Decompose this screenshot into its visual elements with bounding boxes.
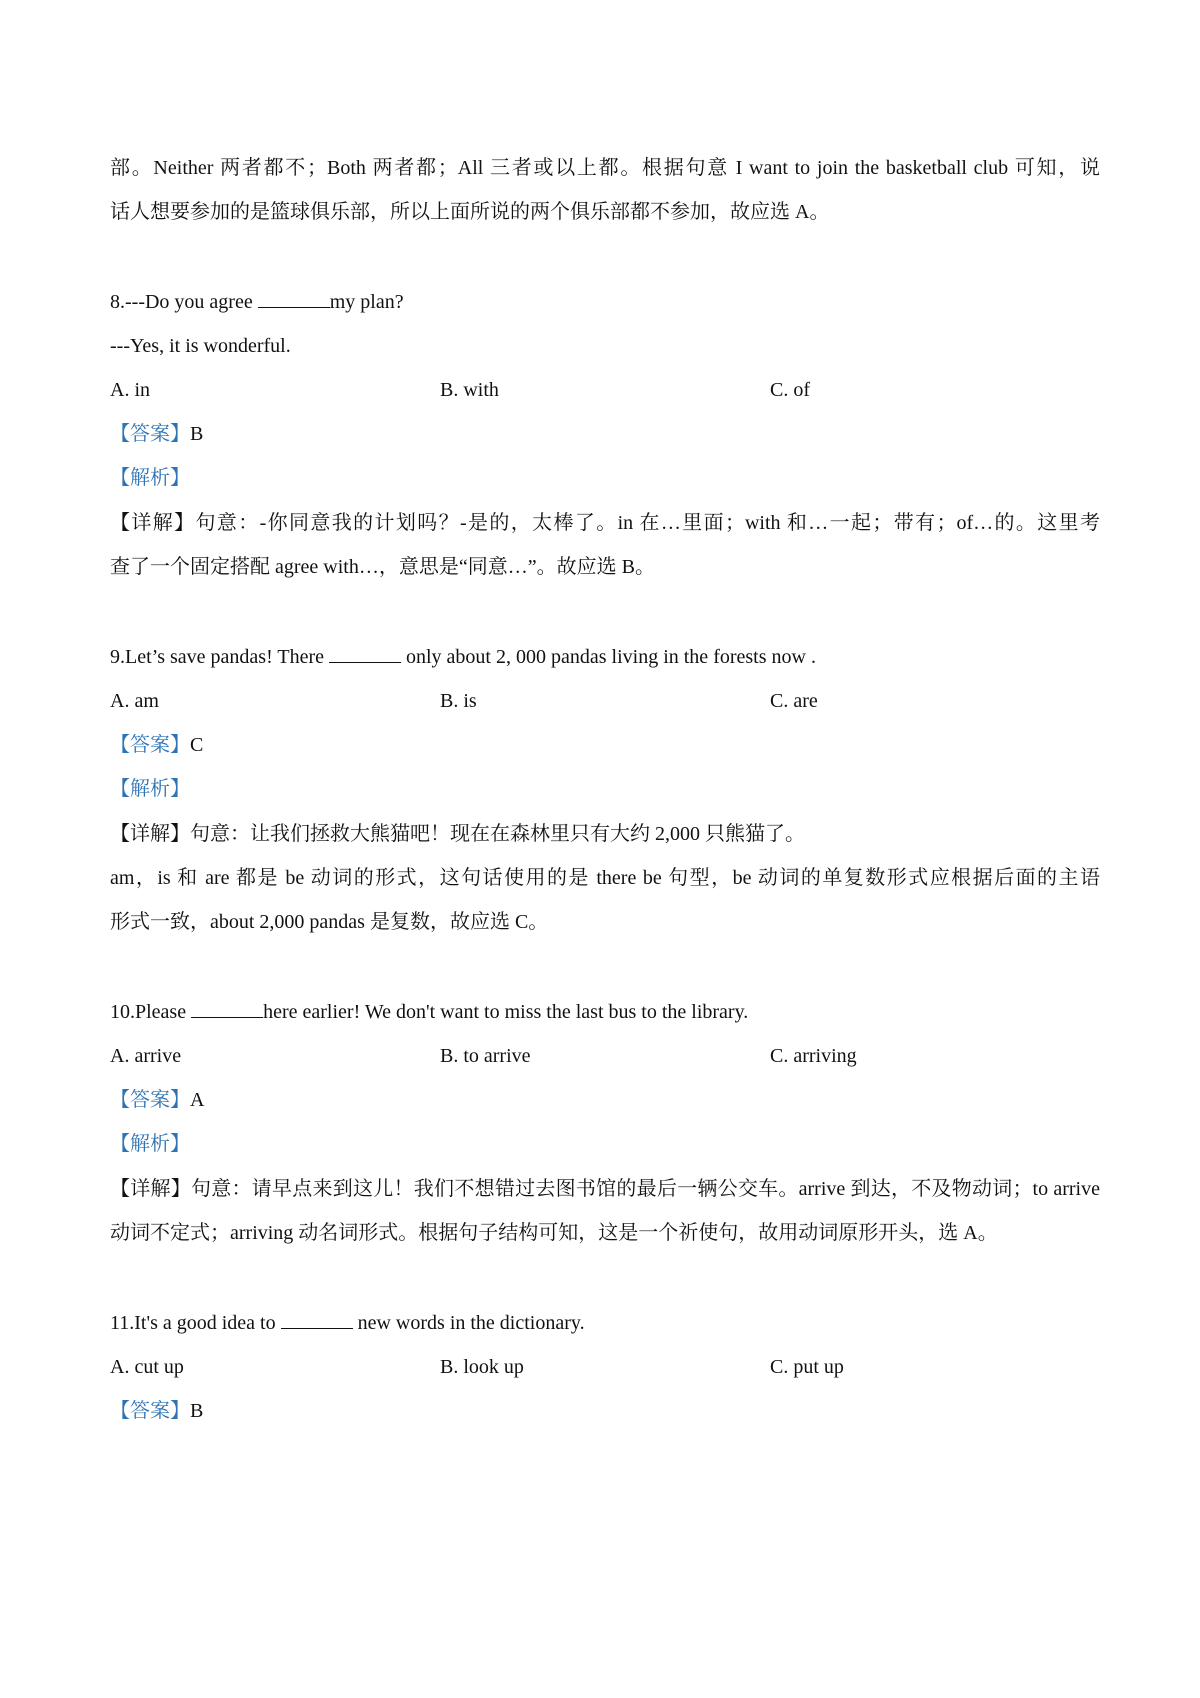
q11-option-c: C. put up bbox=[770, 1356, 844, 1378]
q10-answer bbox=[110, 1087, 1100, 1113]
q8-stem-pre: 8.---Do you agree bbox=[110, 291, 253, 313]
q9-option-a: A. am bbox=[110, 690, 159, 712]
q8-answer-tag: 【答案】 bbox=[110, 423, 190, 445]
q11-option-a: A. cut up bbox=[110, 1356, 184, 1378]
q11-option-b: B. look up bbox=[440, 1356, 524, 1378]
q8-option-a: A. in bbox=[110, 379, 150, 401]
q10-analysis-tag: 【解析】 bbox=[110, 1133, 190, 1155]
q9-blank bbox=[329, 644, 401, 663]
q10-stem-post: here earlier! We don't want to miss the last bus to the library. bbox=[263, 1001, 749, 1023]
q8-stem bbox=[110, 289, 1100, 315]
q8-reply: ---Yes, it is wonderful. bbox=[110, 335, 291, 357]
q11-stem bbox=[110, 1310, 1100, 1336]
q10-option-b: B. to arrive bbox=[440, 1045, 531, 1067]
q7-detail-line-1: 部。Neither 两者都不；Both 两者都；All 三者或以上都。根据句意 I want to join the basketball club 可知，说 bbox=[110, 157, 1100, 179]
q8-blank bbox=[258, 289, 330, 308]
q9-answer-tag: 【答案】 bbox=[110, 734, 190, 756]
q9-analysis-tag: 【解析】 bbox=[110, 778, 190, 800]
q11-blank bbox=[281, 1310, 353, 1329]
q8-answer bbox=[110, 421, 1100, 447]
q8-detail-line-1: 【详解】句意：-你同意我的计划吗？-是的，太棒了。in 在…里面；with 和…一起；带有；of…的。这里考 bbox=[110, 512, 1100, 534]
q10-answer-tag: 【答案】 bbox=[110, 1089, 190, 1111]
q10-stem bbox=[110, 999, 1100, 1025]
q8-stem-post: my plan? bbox=[329, 291, 404, 313]
q9-detail-line-3: 形式一致，about 2,000 pandas 是复数，故应选 C。 bbox=[110, 911, 549, 933]
q9-option-c: C. are bbox=[770, 690, 818, 712]
q9-options bbox=[110, 688, 1100, 714]
q10-blank bbox=[191, 999, 263, 1018]
q9-option-b: B. is bbox=[440, 690, 477, 712]
q9-stem bbox=[110, 644, 1100, 670]
q9-stem-post: only about 2, 000 pandas living in the forests now . bbox=[406, 646, 816, 668]
q11-answer-tag: 【答案】 bbox=[110, 1400, 190, 1422]
q8-options bbox=[110, 377, 1100, 403]
q8-option-b: B. with bbox=[440, 379, 499, 401]
q7-detail-line-2: 话人想要参加的是篮球俱乐部，所以上面所说的两个俱乐部都不参加，故应选 A。 bbox=[110, 201, 830, 223]
q10-answer-value: A bbox=[190, 1089, 205, 1111]
q10-option-c: C. arriving bbox=[770, 1045, 857, 1067]
q11-answer bbox=[110, 1398, 1100, 1424]
q10-options bbox=[110, 1043, 1100, 1069]
q11-options bbox=[110, 1354, 1100, 1380]
q9-detail-line-1: 【详解】句意：让我们拯救大熊猫吧！现在在森林里只有大约 2,000 只熊猫了。 bbox=[110, 823, 805, 845]
q8-option-c: C. of bbox=[770, 379, 810, 401]
q10-stem-pre: 10.Please bbox=[110, 1001, 187, 1023]
q10-detail-line-2: 动词不定式；arriving 动名词形式。根据句子结构可知，这是一个祈使句，故用动词原形开头，选 A。 bbox=[110, 1222, 998, 1244]
q11-stem-pre: 11.It's a good idea to bbox=[110, 1312, 276, 1334]
q10-detail-line-1: 【详解】句意：请早点来到这儿！我们不想错过去图书馆的最后一辆公交车。arrive 到达，不及物动词；to arrive bbox=[110, 1178, 1100, 1200]
q11-answer-value: B bbox=[190, 1400, 204, 1422]
q8-detail-line-2: 查了一个固定搭配 agree with…，意思是“同意…”。故应选 B。 bbox=[110, 556, 655, 578]
q11-stem-post: new words in the dictionary. bbox=[357, 1312, 585, 1334]
q9-detail-line-2: am，is 和 are 都是 be 动词的形式，这句话使用的是 there be 句型，be 动词的单复数形式应根据后面的主语 bbox=[110, 867, 1100, 889]
q9-answer bbox=[110, 732, 1100, 758]
q10-option-a: A. arrive bbox=[110, 1045, 182, 1067]
q9-stem-pre: 9.Let’s save pandas! There bbox=[110, 646, 324, 668]
q9-answer-value: C bbox=[190, 734, 204, 756]
q8-analysis-tag: 【解析】 bbox=[110, 467, 190, 489]
q8-answer-value: B bbox=[190, 423, 204, 445]
